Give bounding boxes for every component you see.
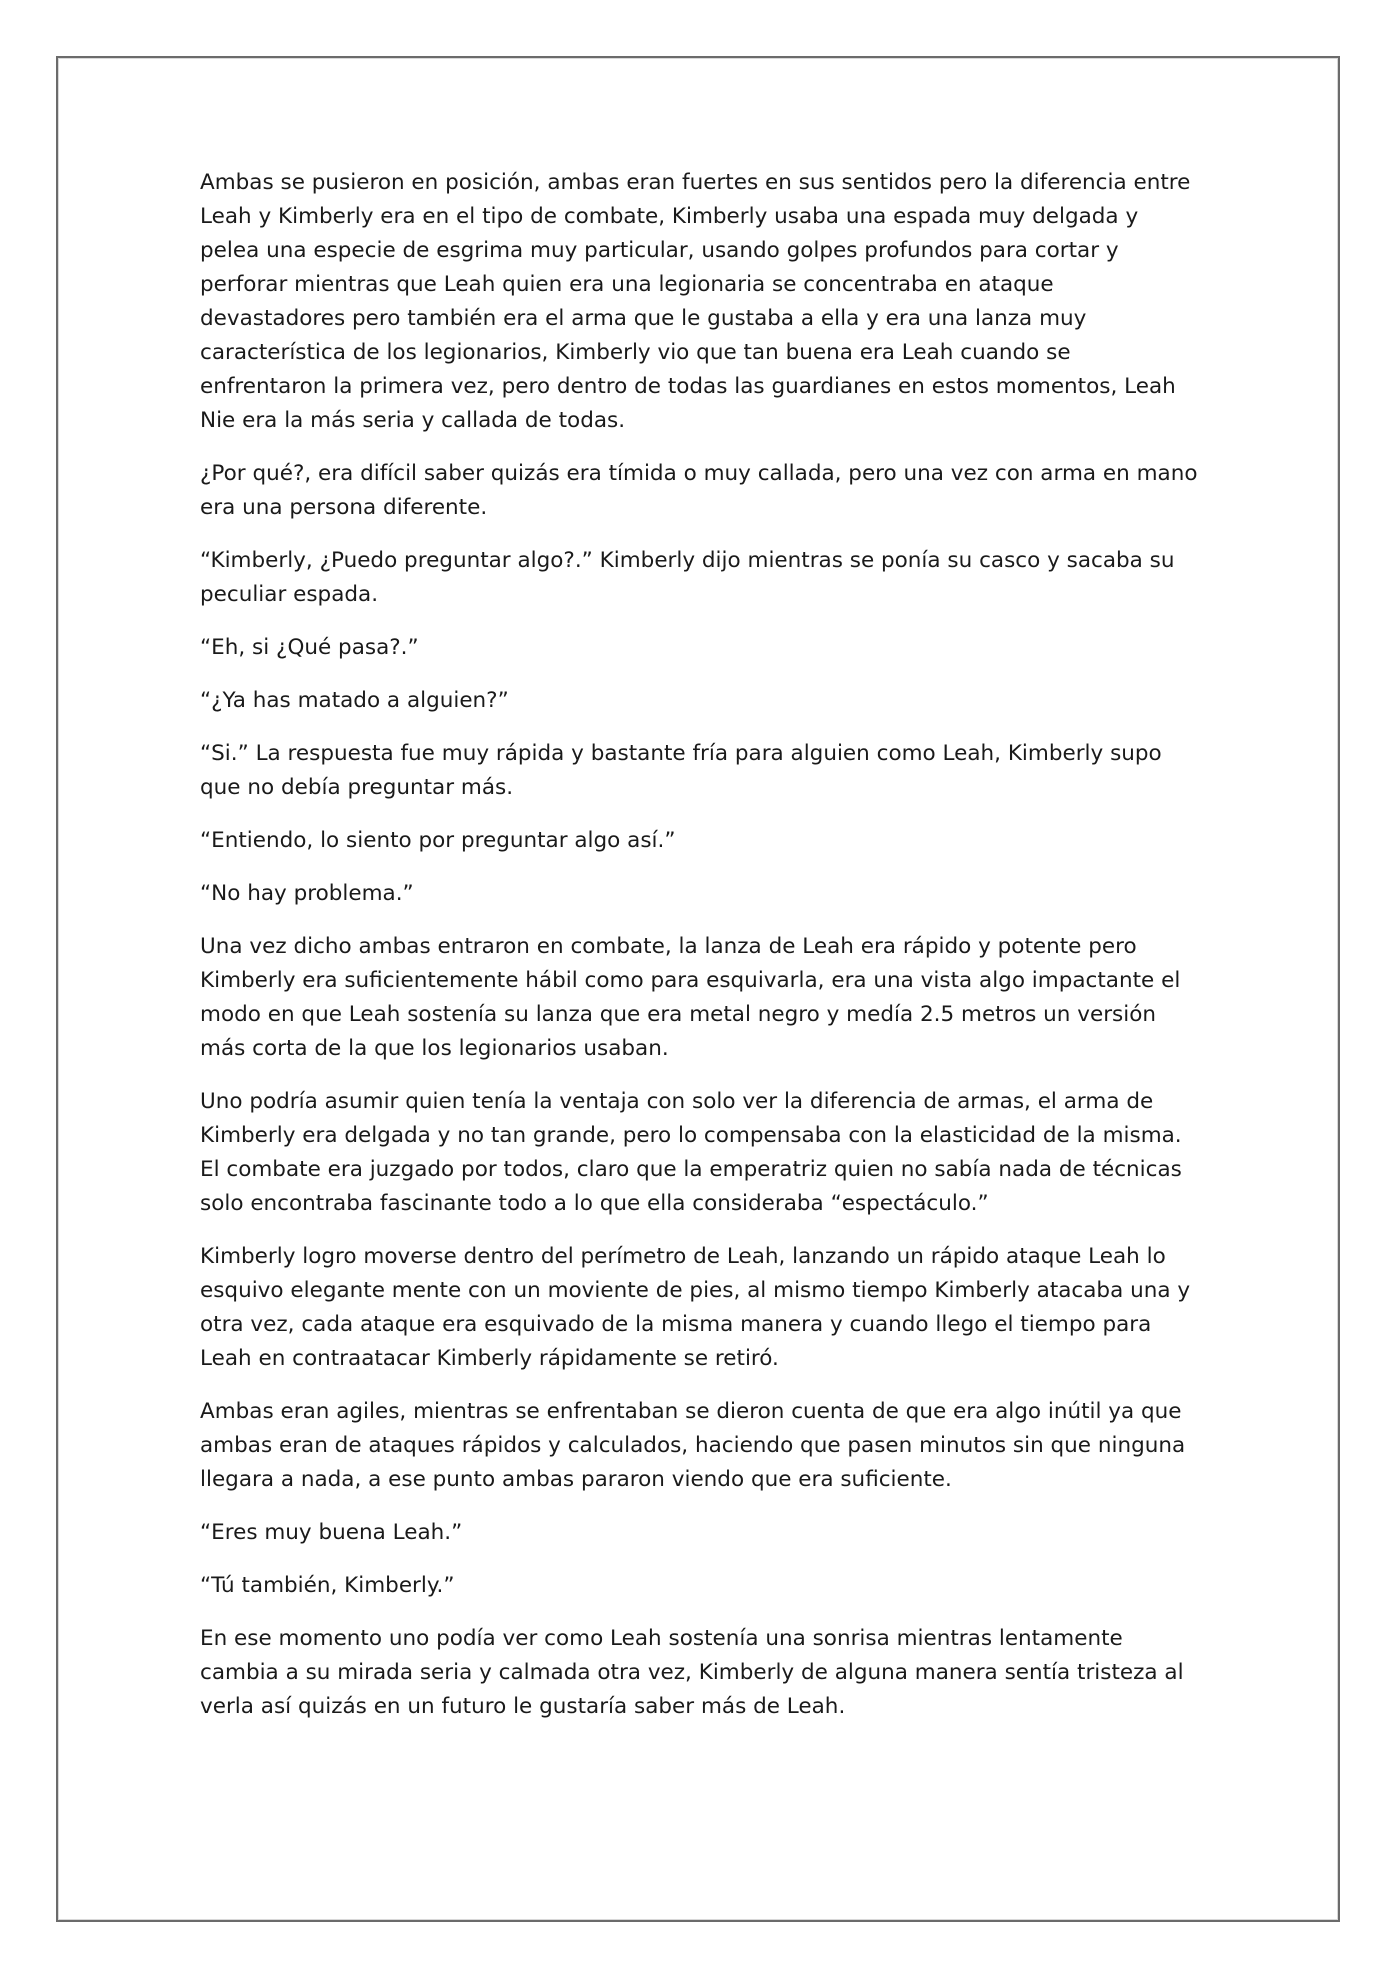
paragraph: Ambas eran agiles, mientras se enfrentaban se dieron cuenta de que era algo inútil ya que ambas eran de ataques rápidos y calculados, haciendo que pasen minutos sin que ninguna llegara a nada, a ese punto ambas pararon viendo que era suficiente. xyxy=(200,1399,1186,1492)
paragraph: Kimberly logro moverse dentro del perímetro de Leah, lanzando un rápido ataque Leah lo esquivo elegante mente con un moviente de pies, al mismo tiempo Kimberly atacaba una y otra vez, cada ataque era esquivado de la misma manera y cuando llego el tiempo para Leah en contraatacar Kimberly rápidamente se retiró. xyxy=(200,1244,1191,1371)
paragraph: “No hay problema.” xyxy=(200,881,414,906)
paragraph: “Si.” La respuesta fue muy rápida y bastante fría para alguien como Leah, Kimberly supo que no debía preguntar más. xyxy=(200,741,1162,800)
paragraph: Una vez dicho ambas entraron en combate, la lanza de Leah era rápido y potente pero Kimberly era suficientemente hábil como para esquivarla, era una vista algo impactante el modo en que Leah sostenía su lanza que era metal negro y medía 2.5 metros un versión más corta de la que los legionarios usaban. xyxy=(200,934,1181,1061)
paragraph: Ambas se pusieron en posición, ambas eran fuertes en sus sentidos pero la diferencia entre Leah y Kimberly era en el tipo de combate, Kimberly usaba una espada muy delgada y pelea una especie de esgrima muy particular, usando golpes profundos para cortar y perforar mientras que Leah quien era una legionaria se concentraba en ataque devastadores pero también era el arma que le gustaba a ella y era una lanza muy característica de los legionarios, Kimberly vio que tan buena era Leah cuando se enfrentaron la primera vez, pero dentro de todas las guardianes en estos momentos, Leah Nie era la más seria y callada de todas. xyxy=(200,170,1191,433)
document-body xyxy=(200,166,1200,1743)
paragraph: En ese momento uno podía ver como Leah sostenía una sonrisa mientras lentamente cambia a su mirada seria y calmada otra vez, Kimberly de alguna manera sentía tristeza al verla así quizás en un futuro le gustaría saber más de Leah. xyxy=(200,1626,1184,1719)
paragraph: “Eh, si ¿Qué pasa?.” xyxy=(200,635,419,660)
paragraph: “Kimberly, ¿Puedo preguntar algo?.” Kimberly dijo mientras se ponía su casco y sacaba su peculiar espada. xyxy=(200,548,1175,607)
paragraph: ¿Por qué?, era difícil saber quizás era tímida o muy callada, pero una vez con arma en mano era una persona diferente. xyxy=(200,461,1198,520)
paragraph: “Tú también, Kimberly.” xyxy=(200,1573,455,1598)
paragraph: “Eres muy buena Leah.” xyxy=(200,1520,463,1545)
paragraph: “¿Ya has matado a alguien?” xyxy=(200,688,509,713)
paragraph: “Entiendo, lo siento por preguntar algo así.” xyxy=(200,828,676,853)
paragraph: Uno podría asumir quien tenía la ventaja con solo ver la diferencia de armas, el arma de Kimberly era delgada y no tan grande, pero lo compensaba con la elasticidad de la misma. El combate era juzgado por todos, claro que la emperatriz quien no sabía nada de técnicas solo encontraba fascinante todo a lo que ella consideraba “espectáculo.” xyxy=(200,1089,1182,1216)
